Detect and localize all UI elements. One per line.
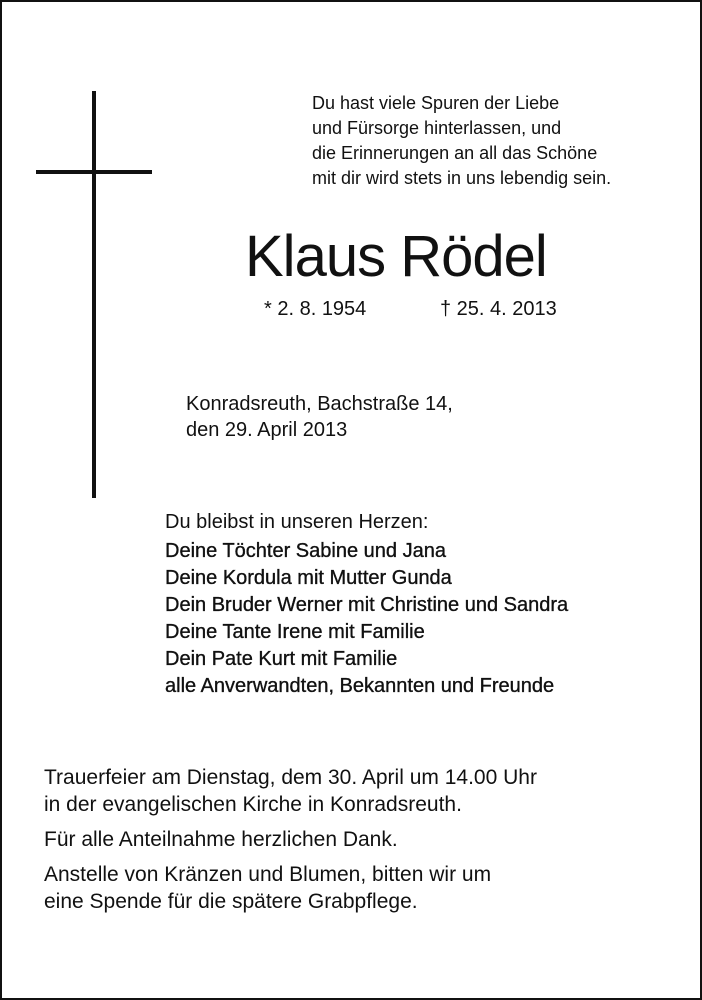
funeral-location-line: in der evangelischen Kirche in Konradsreuth. — [44, 793, 462, 816]
cross-vertical-bar — [92, 91, 96, 498]
mourner-entry: Deine Kordula mit Mutter Gunda — [165, 567, 452, 589]
funeral-service-line: Trauerfeier am Dienstag, dem 30. April um 14.00 Uhr — [44, 766, 537, 789]
thanks-line: Für alle Anteilnahme herzlichen Dank. — [44, 828, 398, 851]
poem-line: Du hast viele Spuren der Liebe — [312, 93, 560, 113]
poem-line: mit dir wird stets in uns lebendig sein. — [312, 168, 612, 188]
donation-line: Anstelle von Kränzen und Blumen, bitten wir um — [44, 863, 492, 886]
deceased-name: Klaus Rödel — [245, 224, 547, 289]
service-information — [44, 764, 537, 915]
mourners-list — [165, 538, 568, 700]
cross-horizontal-bar — [36, 170, 152, 174]
death-date: † 25. 4. 2013 — [440, 298, 557, 320]
birth-date: * 2. 8. 1954 — [264, 298, 367, 320]
donation-line: eine Spende für die spätere Grabpflege. — [44, 890, 418, 913]
mourner-entry: Deine Tante Irene mit Familie — [165, 621, 425, 643]
memorial-poem — [312, 91, 611, 191]
address: Konradsreuth, Bachstraße 14, — [186, 393, 453, 415]
mourner-entry: Dein Bruder Werner mit Christine und Sandra — [165, 594, 569, 616]
mourner-entry: alle Anverwandten, Bekannten und Freunde — [165, 675, 555, 697]
place-and-date — [186, 391, 453, 443]
mourner-entry: Deine Töchter Sabine und Jana — [165, 540, 446, 562]
mourners-intro: Du bleibst in unseren Herzen: — [165, 511, 429, 533]
poem-line: und Fürsorge hinterlassen, und — [312, 118, 562, 138]
mourner-entry: Dein Pate Kurt mit Familie — [165, 648, 398, 670]
poem-line: die Erinnerungen an all das Schöne — [312, 143, 598, 163]
notice-date: den 29. April 2013 — [186, 419, 348, 441]
